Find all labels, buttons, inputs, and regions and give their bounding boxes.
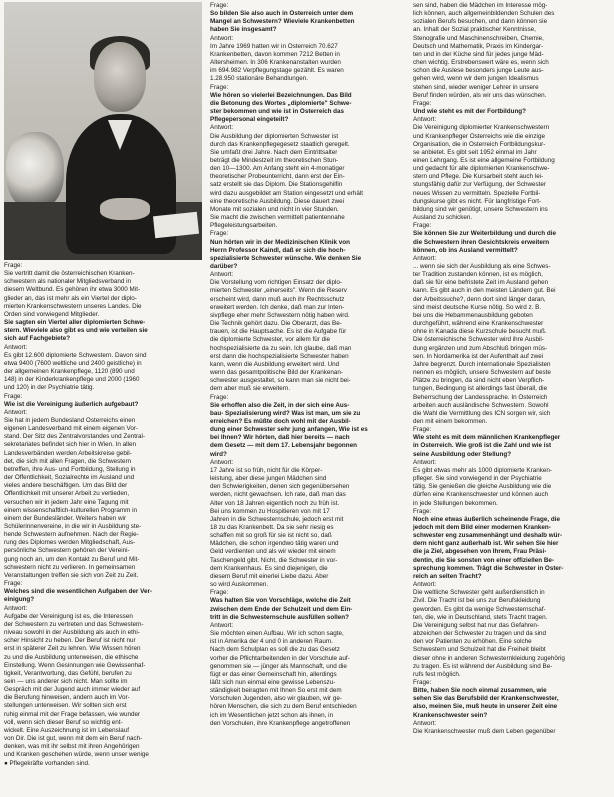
body-text-line: Bei uns kommen zu Hospitieren von mit 17 (210, 507, 330, 515)
body-text-line: Alter von 18 Jahren eigentlich noch zu früh ist. (210, 499, 340, 507)
question-text-line: Wie hören so vielerlei Bezeichnungen. Das Bild (210, 91, 352, 99)
body-text-line: wird dazu ausgebildet am Station eingesetzt und erhält (210, 189, 363, 197)
portrait-photo (4, 2, 202, 260)
body-text-line: hochspezialisierte da zu sein. Ich glaube, daß man (210, 344, 352, 352)
body-text-line: 148) in der Kinderkrankenpflege und 2000 (1960 (4, 376, 140, 384)
body-text-line: Antwort: (210, 124, 234, 132)
question-text-line: erreichen? Es müßte doch wohl mit der Ausbil- (210, 417, 351, 425)
body-text-line: Frage: (210, 83, 229, 91)
body-text-line: 18 zu das Krankenbett. Da sie sehr riesig es (210, 524, 334, 531)
body-text-line: ständigkeit beiragten mit Ihnen So erst mit dem (210, 687, 342, 695)
body-text-line: Antwort: (210, 458, 234, 466)
question-text-line: wird? (210, 450, 227, 458)
body-text-line: voll, wenn sich dieser Beruf so wichtig ent- (4, 718, 123, 726)
body-text-line: Ausland zu schicken. (413, 214, 473, 222)
body-text-line: Frage: (210, 589, 229, 597)
body-text-line: stungsfähig dafür zur Verfügung, der Schwester (413, 181, 547, 189)
body-text-line: Monate mit sozialen und nicht in vier Stunden. (210, 205, 339, 213)
body-text-line: Frage: (4, 392, 23, 400)
body-text-line: Einstellung. Wenn Gesinnungen wie Gewissenhaf- (4, 661, 146, 669)
body-text-line: Aufgabe der Vereinigung ist es, die Interessen (4, 612, 133, 620)
body-text-line: Altersheimen. In 306 Krankenanstalten wurden (210, 59, 341, 67)
body-text-line: Antwort: (4, 408, 28, 416)
body-text-line: ten und in der Küche sind für jedes junge Mäd- (413, 50, 544, 58)
body-text-line: kann. Es gibt auch in den meisten Ländern gut. Bei (413, 287, 556, 295)
body-text-line: in jede Stellungen bekommen. (413, 499, 498, 507)
body-text-line: mierten Krankenschwestern unseres Landes. Die (4, 302, 142, 310)
body-text-line: glieder an, das ist mehr als ein Viertel der diplo- (4, 294, 137, 302)
body-text-line: denken, was mit ihr selbst mit ihren Angehörigen (4, 743, 140, 751)
body-text-line: diesem Beruf mit einerlei Liebe dazu. Aber (210, 572, 329, 580)
body-text-line: sozialen Berufs besuchen, und dann können sie (413, 18, 548, 26)
body-text-line: von Dir. Die ist gut, wenn mit dem ein Beruf nach- (4, 735, 143, 743)
body-text-line: zu tragen. Es ist während der Ausbildung sind Be- (413, 662, 553, 670)
body-text-line: dem Krankenhaus. Es sind diejenigen, die (210, 564, 328, 572)
question-text-line: dern nicht ganz außerhalb ist. Wir sehen Sie hier (413, 540, 559, 548)
question-text-line: in Österreich. Wie groß ist die Zahl und wie ist (413, 442, 552, 450)
question-text-line: Sie sagten ein Viertel aller diplomierten Schwe- (4, 319, 146, 327)
question-text-line: Was halten Sie von Vorschläge, welche die Zeit (210, 597, 351, 605)
body-text-line: sivpflege eher mehr Schwestern nötig haben wird. (210, 311, 350, 319)
body-text-line: schwester ausgestaltet, so kann man sie nicht bei- (210, 377, 351, 385)
body-text-line: Stenografie und Maschinenschreiben, Chemie, (413, 34, 544, 42)
body-text-line: dieser ohne in anderen Schwesternkleidung zugehörig (413, 654, 565, 662)
body-text-line: dürfen eine Krankenschwester und können auch (413, 491, 549, 499)
body-text-line: tätig. Sie genießen die gleiche Ausbildung wie die (413, 483, 552, 491)
question-text-line: tritt in die Schwesternschule ausfüllen sollen? (210, 613, 349, 621)
body-text-line: diesem Weltbund. Es gehören ihr etwa 3000 Mit- (4, 286, 141, 294)
body-text-line: niveau sowohl in der Ausbildung als auch in ethi- (4, 629, 140, 637)
body-text-line: Frage: (413, 99, 432, 107)
text-column-2 (210, 2, 410, 795)
body-text-line: Schülerinnenvereine, in die wir in Ausbildung ste- (4, 523, 142, 530)
photo-person-face (94, 42, 146, 112)
question-text-line: zwischen dem Ende der Schulzeit und dem Ein- (210, 605, 353, 613)
body-text-line: der Öffentlichkeit, Sozialrechte im Ausland und (4, 474, 135, 482)
body-text-line: theoretischer Probeunterricht, dann erst der Ein- (210, 173, 345, 181)
body-text-line: ter Tradition zustanden können, ist es möglich, (413, 271, 543, 279)
body-text-line: Jahre begrenzt. Durch internationale Spezialisten (413, 360, 551, 368)
question-text-line: ster bekommen und wie ist in Österreich das (210, 108, 345, 116)
body-text-line: läßt sich nun einmal eine gewisse Lebenszu- (210, 678, 336, 686)
body-text-line: einem der Bundesländer. Weiters haben wir (4, 514, 127, 522)
question-text-line: spezialisierte Schwester wünsche. Wie denken Sie (210, 254, 362, 262)
body-text-line: chen wichtig. Erstrebenswert wäre es, wenn sich (413, 59, 549, 67)
body-text-line: Frage: (210, 230, 229, 238)
body-text-line: Beherrschung der Landessprache. In Österreich (413, 393, 548, 401)
body-text-line: gung noch an, um den Kontakt zu Beruf und Mit- (4, 555, 140, 563)
body-text-line: Es gibt 12.600 diplomierte Schwestern. Davon sind (4, 351, 147, 359)
body-text-line: rufs fest möglich. (413, 670, 461, 678)
body-text-line: Antwort: (413, 254, 437, 262)
body-text-line: Frage: (210, 2, 229, 9)
body-text-line: der Arbeitssuche?, denn dort sind länger daran, (413, 295, 546, 303)
body-text-line: 17 Jahre ist so früh, nicht für die Körper- (210, 466, 323, 474)
question-text-line: Welches sind die wesentlichen Aufgaben der Ver- (4, 588, 153, 596)
body-text-line: Gespräch mit der Jugend auch immer wieder auf (4, 686, 141, 694)
question-text-line: sehen Sie das Berufsbild der Krankenschwester, (413, 695, 559, 703)
body-text-line: arbeiten auch ausländische Schwestern. Sowohl (413, 401, 549, 409)
body-text-line: eigenen Landesverband mit einem eigenen Vor- (4, 425, 139, 433)
body-text-line: ... wenn sie sich der Ausbildung als eine Schwes- (413, 263, 551, 270)
body-text-line: ist in Amerika der 4 und 0 in anderen Raum. (210, 638, 333, 646)
body-text-line: se anbietet. Es gibt seit 1952 einmal im Jahr (413, 148, 537, 156)
body-text-line: Die Vereinigung selbst hat nur das Gefahren- (413, 621, 540, 629)
question-text-line: Und wie steht es mit der Fortbildung? (413, 108, 526, 116)
body-text-line: Die Krankenschwester muß dem Leben gegenüber (413, 727, 556, 735)
body-text-line: Antwort: (413, 116, 437, 124)
question-text-line: Mangel an Schwestern? Wieviele Krankenbetten (210, 18, 355, 26)
body-text-line: Antwort: (210, 34, 234, 42)
body-text-line: hören Menschen, die sich zu dem Beruf entschieden (210, 703, 357, 711)
body-text-line: Die österreichische Schwester wird ihre Ausbil- (413, 336, 544, 344)
body-text-line: Plätze zu bringen, da sind nicht eben Verpflich- (413, 377, 545, 385)
body-text-line: stehen sind, wieder weniger Lehrer in unsere (413, 83, 539, 91)
body-text-line: Die Vorstellung vom richtigen Einsatz der diplo- (210, 279, 342, 287)
body-text-line: Organisation, die in Österreich Fortbildungskur- (413, 140, 546, 148)
body-text-line: Antwort: (210, 621, 234, 629)
body-text-line: gehen wird, wenn wir dem jungen Idealismus (413, 75, 539, 83)
photo-person-hands (100, 198, 150, 220)
body-text-line: Sie hat in jedem Bundesland Österreichs einen (4, 416, 136, 424)
body-text-line: dem aber muß sie erweitern. (210, 385, 291, 393)
body-text-line: Antwort: (4, 604, 28, 612)
body-text-line: den Schwierigkeiten, denen sich gegenübersehen (210, 483, 350, 491)
body-text-line: sen sind, haben die Mädchen im Interesse mög- (413, 2, 548, 9)
question-text-line: dem Gesetz — mit dem 17. Lebensjahr begonnen (210, 442, 357, 450)
body-text-line: betreffen, ihre Aus- und Fortbildung, Stellung in (4, 465, 136, 473)
body-text-line: Landesverbänden werden Arbeitskreise gebil- (4, 449, 132, 457)
body-text-line: den vor Patienten zu erhöhen. Eine solche (413, 638, 532, 646)
body-text-line: Nach dem Schulplan es soll die zu das Gesetz (210, 646, 340, 654)
question-text-line: Sie erhoffen also die Zeit, in der sich eine Aus- (210, 401, 350, 409)
question-text-line: reich an selten Tracht? (413, 572, 482, 580)
body-text-line: ohne in Kanada diese Kurzschule besucht muß. (413, 328, 547, 336)
body-text-line: satz erstellt sie das Diplom. Die Stationsgehilfin (210, 181, 343, 189)
body-text-line: Sie umfaßt drei Jahre. Nach dem Eintrittsalter (210, 148, 338, 156)
question-text-line: darüber? (210, 263, 238, 270)
body-text-line: und gedacht für alle diplomierten Krankenschwe- (413, 165, 550, 173)
body-text-line: stern und Pflege. Die Kursarbeit steht auch lei- (413, 173, 544, 181)
body-text-line: rung des Diplomes werden Mitgliedschaft, Aus- (4, 539, 136, 547)
question-text-line: So bilden Sie also auch in Österreich unter dem (210, 10, 354, 18)
question-text-line: Sie können Sie zur Weiterbildung und durch die (413, 230, 556, 238)
body-text-line: Frage: (413, 222, 432, 230)
body-text-line: etwa 9400 (7600 weltliche und 2400 geistliche) in (4, 359, 142, 367)
body-text-line: Sie vertritt damit die österreichischen Kranken- (4, 270, 135, 278)
question-text-line: die ja Ziel, abgesehen von Ihrem, Frau Präsi- (413, 548, 547, 556)
body-text-line: Öffentlichkeit mit unserer Arbeit zu vertieden, (4, 490, 130, 498)
body-text-line: Zivil. Die Tracht ist bei uns zur Berufskleidung (413, 597, 541, 605)
question-text-line: also, meinen Sie, muß heute in unserer Zeit eine (413, 703, 558, 711)
body-text-line: Frage: (413, 678, 432, 686)
body-text-line: ruhig einmal mit der Frage befassen, wie wunder (4, 710, 141, 718)
body-text-line: erst in späterer Zeit zu lehren. Wie Wissen hören (4, 645, 141, 653)
body-text-line: geworden. Es gibt da wenige Schwesternschaf- (413, 605, 546, 613)
text-column-1 (4, 262, 204, 795)
body-text-line: sind meist deutsche Kurse nötig. So wird z. B. (413, 303, 542, 311)
body-text-line: 1.28.950 stationäre Behandlungen. (210, 75, 309, 83)
body-text-line: persönliche Schwestern gehören der Vereini- (4, 547, 130, 555)
body-text-line: Antwort: (4, 343, 28, 351)
body-text-line: Antwort: (210, 271, 234, 279)
question-text-line: jedoch mit dem Bild einer modernen Kranken- (413, 524, 551, 531)
body-text-line: Sie möchten einen Aufbau. Wir ich schon sagte, (210, 630, 344, 638)
question-text-line: Herrn Professor Kaindl, daß er sich die hoch- (210, 246, 346, 254)
question-text-line: dentin, die Sie sonsten von einer offiziellen Be- (413, 556, 555, 564)
body-text-line: sekretariates befindet sich hier in Wien. In allen (4, 441, 136, 449)
body-text-line: den 10—1300. Am Anfang steht ein 4-monatiger (210, 165, 345, 173)
question-text-line: bau- Spezialisierung wird? Was ist man, um sie zu (210, 409, 361, 417)
question-text-line: können, ob ins Ausland vermittelt? (413, 246, 518, 254)
question-text-line: Krankenschwester sein? (413, 711, 488, 719)
photo-flower-vase (6, 132, 64, 210)
body-text-line: pfleger. Sie sind vorwiegend in der Psychiatrie (413, 475, 542, 483)
question-text-line: Wie steht es mit dem männlichen Krankenpfleger (413, 434, 561, 442)
body-text-line: Im Jahre 1969 hatten wir in Österreich 70.627 (210, 42, 338, 50)
body-text-line: genommen sie — jünger als Mannschaft, und die (210, 662, 347, 670)
body-text-line: dung ergänzen und zum Abschluß bringen müs- (413, 344, 548, 352)
body-text-line: der Schwestern zu vertreten und das Schwestern- (4, 620, 144, 628)
body-text-line: werden, nicht gewachsen. Ich rate, daß man das (210, 491, 346, 499)
question-text-line: dung einer Schwester sehr jung anfangen, Wie ist es (210, 426, 368, 434)
body-text-line: dungskurse gibt es nicht. Für langfristige Fort- (413, 197, 542, 205)
body-text-line: den Vorschulen, ihre Krankenpflege angetroffenen (210, 719, 351, 727)
body-text-line: hende Schwestern aufnehmen. Nach der Regie- (4, 531, 139, 539)
body-text-line: abzeichen der Schwester zu tragen und da sind (413, 630, 547, 638)
body-text-line: Vorschulen Jugenden, also wir glauben, wir ge- (210, 695, 342, 703)
body-text-line: versuchen wir in jedem Jahr eine Tagung mit (4, 498, 129, 506)
question-text-line: Bitte, haben Sie noch einmal zusammen, wie (413, 687, 547, 695)
body-text-line: Die Vereinigung diplomierter Krankenschwestern (413, 124, 550, 132)
body-text-line: durchgeführt, während eine Krankenschwester (413, 320, 544, 328)
body-text-line: Frage: (4, 580, 23, 588)
question-text-line: sich auf Fachgebiete? (4, 335, 71, 343)
question-text-line: einigung? (4, 596, 35, 604)
body-text-line: beträgt die Mindestzeit im theoretischen Stun- (210, 156, 339, 164)
body-text-line: vieles andere beschäftigen. Um das Bild der (4, 482, 128, 490)
body-text-line: Mädchen, die schon irgendwo tätig waren und (210, 540, 339, 548)
body-text-line: trauen, ist die Hauptsache. Es ist die Aufgabe für (210, 328, 347, 336)
body-text-line: bildung sind wir genötigt, unsere Schwestern ins (413, 205, 548, 213)
body-text-line: zu und die Ausbildung unterweisen, die ethische (4, 653, 139, 661)
body-text-line: ● Pflegekräfte vorhanden sind. (4, 759, 90, 767)
body-text-line: so wird Auskommen. (210, 581, 269, 589)
body-text-line: im 694.982 Verpflegungstage gezählt. Es waren (210, 67, 344, 75)
body-text-line: erscheint wird, dann muß auch ihr Rechtsschutz (210, 295, 345, 303)
body-text-line: stand. Der Sitz des Zentralvorstandes und Zentral- (4, 433, 146, 441)
question-text-line: die Betonung des Wortes „diplomierte" Schwe- (210, 99, 352, 107)
body-text-line: Antwort: (413, 719, 437, 727)
question-text-line: die Schwestern ihren Gesichtskreis erweitern (413, 238, 550, 246)
body-text-line: Veranstaltungen treffen sie sich von Zeit zu Zeit. (4, 571, 139, 579)
body-text-line: einen Lehrgang. Es ist eine allgemeine Fortbildung (413, 156, 555, 164)
body-text-line: stellungen unterweisen. Wir sollten sich erst (4, 702, 127, 710)
body-text-line: und Kranken geschehen würde, wenn unser wenige (4, 751, 149, 759)
body-text-line: lich können, auch allgemeinbildenden Schulen des (413, 10, 555, 18)
question-text-line: Wie ist die Vereinigung äußerlich aufgebaut? (4, 400, 139, 408)
body-text-line: sen. In Nordamerika ist der Aufenthalt auf zwei (413, 352, 544, 360)
body-text-line: Jahren in die Schwesternschule, jedoch erst mit (210, 515, 344, 523)
body-text-line: die Berufung hinweisen, andern auch im Vor- (4, 694, 130, 702)
body-text-line: Frage: (413, 507, 432, 515)
body-text-line: Krankenbetten, davon kommen 7212 Betten in (210, 50, 340, 58)
body-text-line: tigkeit, Verantwortung, das Gefühl, berufen zu (4, 669, 132, 677)
body-text-line: Die weltliche Schwester geht außerdienstlich in (413, 589, 545, 597)
photo-papers (153, 212, 199, 238)
body-text-line: sein — uns anderer sich nicht. Man sollte im (4, 677, 128, 685)
body-text-line: eine theoretische Ausbildung. Diese dauert zwei (210, 197, 345, 205)
body-text-line: erst dann die hochspezialisierte Schwester haben (210, 352, 349, 360)
body-text-line: Die Technik gehört dazu. Die Oberarzt, das Be- (210, 320, 342, 328)
body-text-line: Antwort: (413, 458, 437, 466)
body-text-line: tungen, Bedingung ist allerdings fast überall, die (413, 385, 548, 393)
question-text-line: bei Ihnen? Wir hörten, daß hier bereits — nach (210, 434, 350, 442)
body-text-line: Geld verdienten und als wir wieder mit einem (210, 548, 336, 556)
body-text-line: schwestern nicht zu verlieren. In gemeinsamen (4, 563, 136, 571)
body-text-line: und Krankenpfleger Österreichs wie die einzige (413, 132, 545, 140)
body-text-line: den mit einem bekommen. (413, 417, 488, 425)
body-text-line: die Wahl die Vermittlung des ICN sorgen wir, sich (413, 409, 551, 417)
question-text-line: Nun hörten wir in der Medizinischen Klinik von (210, 238, 350, 246)
body-text-line: die diplomierte Schwester, vor allem für die (210, 336, 331, 344)
body-text-line: Taschengeld gibt. Nicht, die Schwester in vor- (210, 556, 338, 564)
body-text-line: wickelt. Eine Auszeichnung ist im Lebenslauf (4, 726, 129, 734)
body-text-line: Frage: (413, 426, 432, 434)
body-text-line: Deutsch und Mathematik, Praxis im Kindergar- (413, 42, 544, 50)
body-text-line: einem wissenschaftlich-kulturellen Programm in (4, 506, 137, 514)
body-text-line: erweitert werden. Ich denke, daß man zur Inten- (210, 303, 345, 311)
body-text-line: Es gibt etwas mehr als 1000 diplomierte Kranken- (413, 466, 552, 474)
body-text-line: vorher die Pflichtarbeitenden in der Vorschule auf- (210, 654, 350, 662)
body-text-line: Frage: (210, 393, 229, 401)
question-text-line: haben Sie insgesamt? (210, 26, 277, 34)
body-text-line: scher Hinsicht zu heben. Der Beruf ist nicht nur (4, 637, 136, 645)
body-text-line: fügt er das einer Gemeinschaft hin, allerdings (210, 670, 337, 678)
body-text-line: ich im Wesentlichen jetzt schon als ihnen, in (210, 711, 334, 719)
body-text-line: det, die sich mit allen Fragen, die Schwestern (4, 457, 132, 465)
question-text-line: schwester eng zusammenhängt und deshalb wür- (413, 532, 563, 540)
body-text-line: daß sie für eine befristete Zeit im Ausland gehen (413, 279, 549, 287)
question-text-line: stern. Wieviele also gibt es und wie verteilen sie (4, 327, 148, 335)
question-text-line: sprechung kommen. Trägt die Schwester in Öster- (413, 564, 564, 572)
body-text-line: durch das Krankenpflegegesetz staatlich geregelt. (210, 140, 350, 148)
body-text-line: nennen es möglich, unsere Schwestern auf beste (413, 369, 551, 377)
body-text-line: schon die Auslese besonders junge Leute aus- (413, 67, 544, 75)
text-column-3 (413, 2, 611, 795)
body-text-line: schaffen mit so groß für sie ist nicht so, daß (210, 532, 332, 540)
body-text-line: Schwestern und Schulzeit hat die Freiheit bleibt (413, 646, 546, 654)
body-text-line: ten, die, wie in Deutschland, stets Tracht tragen. (413, 613, 548, 621)
body-text-line: leistung, aber diese jungen Mädchen sind (210, 475, 327, 483)
body-text-line: Orden sind vorwiegend Mitglieder. (4, 310, 100, 318)
body-text-line: Frage: (4, 262, 23, 269)
question-text-line: Noch eine etwas äußerlich scheinende Frage, die (413, 515, 560, 523)
body-text-line: Pflegeleistungsarbeiten. (210, 222, 278, 230)
body-text-line: Die Ausbildung der diplomierten Schwester ist (210, 132, 339, 140)
body-text-line: der allgemeinen Krankenpflege, 1120 (890 und (4, 368, 135, 376)
body-text-line: neues Wissen zu vermitteln. Spezielle Fortbil- (413, 189, 541, 197)
body-text-line: an. Inhalt der Sozial praktischer Kenntnisse, (413, 26, 536, 34)
body-text-line: und 120) in der Psychiatrie tätig. (4, 384, 95, 392)
body-text-line: kann, wenn die Ausbildung erweitert wird. Und (210, 360, 340, 368)
body-text-line: wenn das gesamtpolitische Bild der Krankenan- (210, 369, 344, 377)
question-text-line: Pflegepersonal eingeteilt? (210, 116, 289, 124)
body-text-line: bei uns die Hebammenausbildung geboten (413, 311, 533, 319)
body-text-line: schwestern als nationaler Mitgliedsverband in (4, 278, 132, 286)
body-text-line: Beruf finden würden, als wir uns das wünschen. (413, 91, 547, 99)
body-text-line: Antwort: (413, 581, 437, 589)
body-text-line: mierten Schwester „einerseits". Wenn die Reserv (210, 287, 347, 295)
body-text-line: Sie macht die zwischen vermittelt patientennahe (210, 214, 345, 222)
question-text-line: seine Ausbildung oder Stellung? (413, 450, 512, 458)
